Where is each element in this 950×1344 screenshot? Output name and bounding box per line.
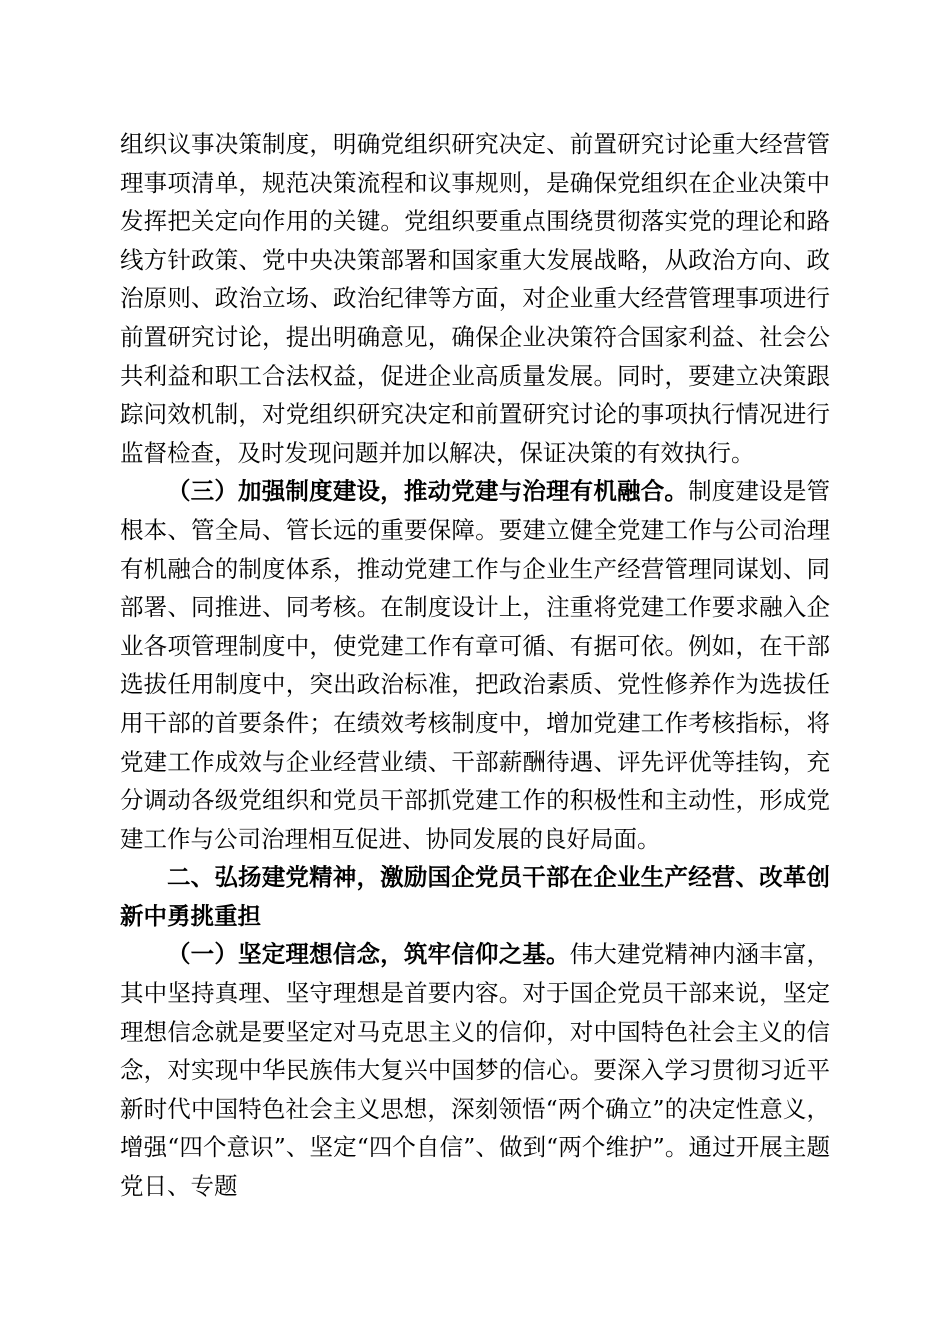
paragraph-lead: （一）坚定理想信念，筑牢信仰之基。: [167, 940, 570, 969]
section-heading: 二、弘扬建党精神，激励国企党员干部在企业生产经营、改革创新中勇挑重担: [120, 863, 830, 930]
paragraph-text: 制度建设是管根本、管全局、管长远的重要保障。要建立健全党建工作与公司治理有机融合的制度体系，推动党建工作与企业生产经营管理同谋划、同部署、同推进、同考核。在制度设计上，注重将党建工作要求融入企业各项管理制度中，使党建工作有章可循、有据可依。例如，在干部选拔任用制度中，突出政治标准，把政治素质、党性修养作为选拔任用干部的首要条件；在绩效考核制度中，增加党建工作考核指标，将党建工作成效与企业经营业绩、干部薪酬待遇、评先评优等挂钩，充分调动各级党组织和党员干部抓党建工作的积极性和主动性，形成党建工作与公司治理相互促进、协同发展的良好局面。: [120, 477, 831, 853]
paragraph-text: 组织议事决策制度，明确党组织研究决定、前置研究讨论重大经营管理事项清单，规范决策流程和议事规则，是确保党组织在企业决策中发挥把关定向作用的关键。党组织要重点围绕贯彻落实党的理论和路线方针政策、党中央决策部署和国家重大发展战略，从政治方向、政治原则、政治立场、政治纪律等方面，对企业重大经营管理事项进行前置研究讨论，提出明确意见，确保企业决策符合国家利益、社会公共利益和职工合法权益，促进企业高质量发展。同时，要建立决策跟踪问效机制，对党组织研究决定和前置研究讨论的事项执行情况进行监督检查，及时发现问题并加以解决，保证决策的有效执行。: [120, 130, 830, 467]
body-paragraph-ideals: [120, 935, 830, 1205]
paragraph-lead: （三）加强制度建设，推动党建与治理有机融合。: [167, 477, 689, 506]
body-paragraph-system-building: [120, 472, 830, 858]
body-paragraph-continued: [120, 125, 830, 472]
paragraph-text: 伟大建党精神内涵丰富，其中坚持真理、坚守理想是首要内容。对于国企党员干部来说，坚定理想信念就是要坚定对马克思主义的信仰，对中国特色社会主义的信念，对实现中华民族伟大复兴中国梦的信心。要深入学习贯彻习近平新时代中国特色社会主义思想，深刻领悟“两个确立”的决定性意义，增强“四个意识”、坚定“四个自信”、做到“两个维护”。通过开展主题党日、专题: [120, 940, 831, 1201]
document-page: [120, 125, 830, 1206]
